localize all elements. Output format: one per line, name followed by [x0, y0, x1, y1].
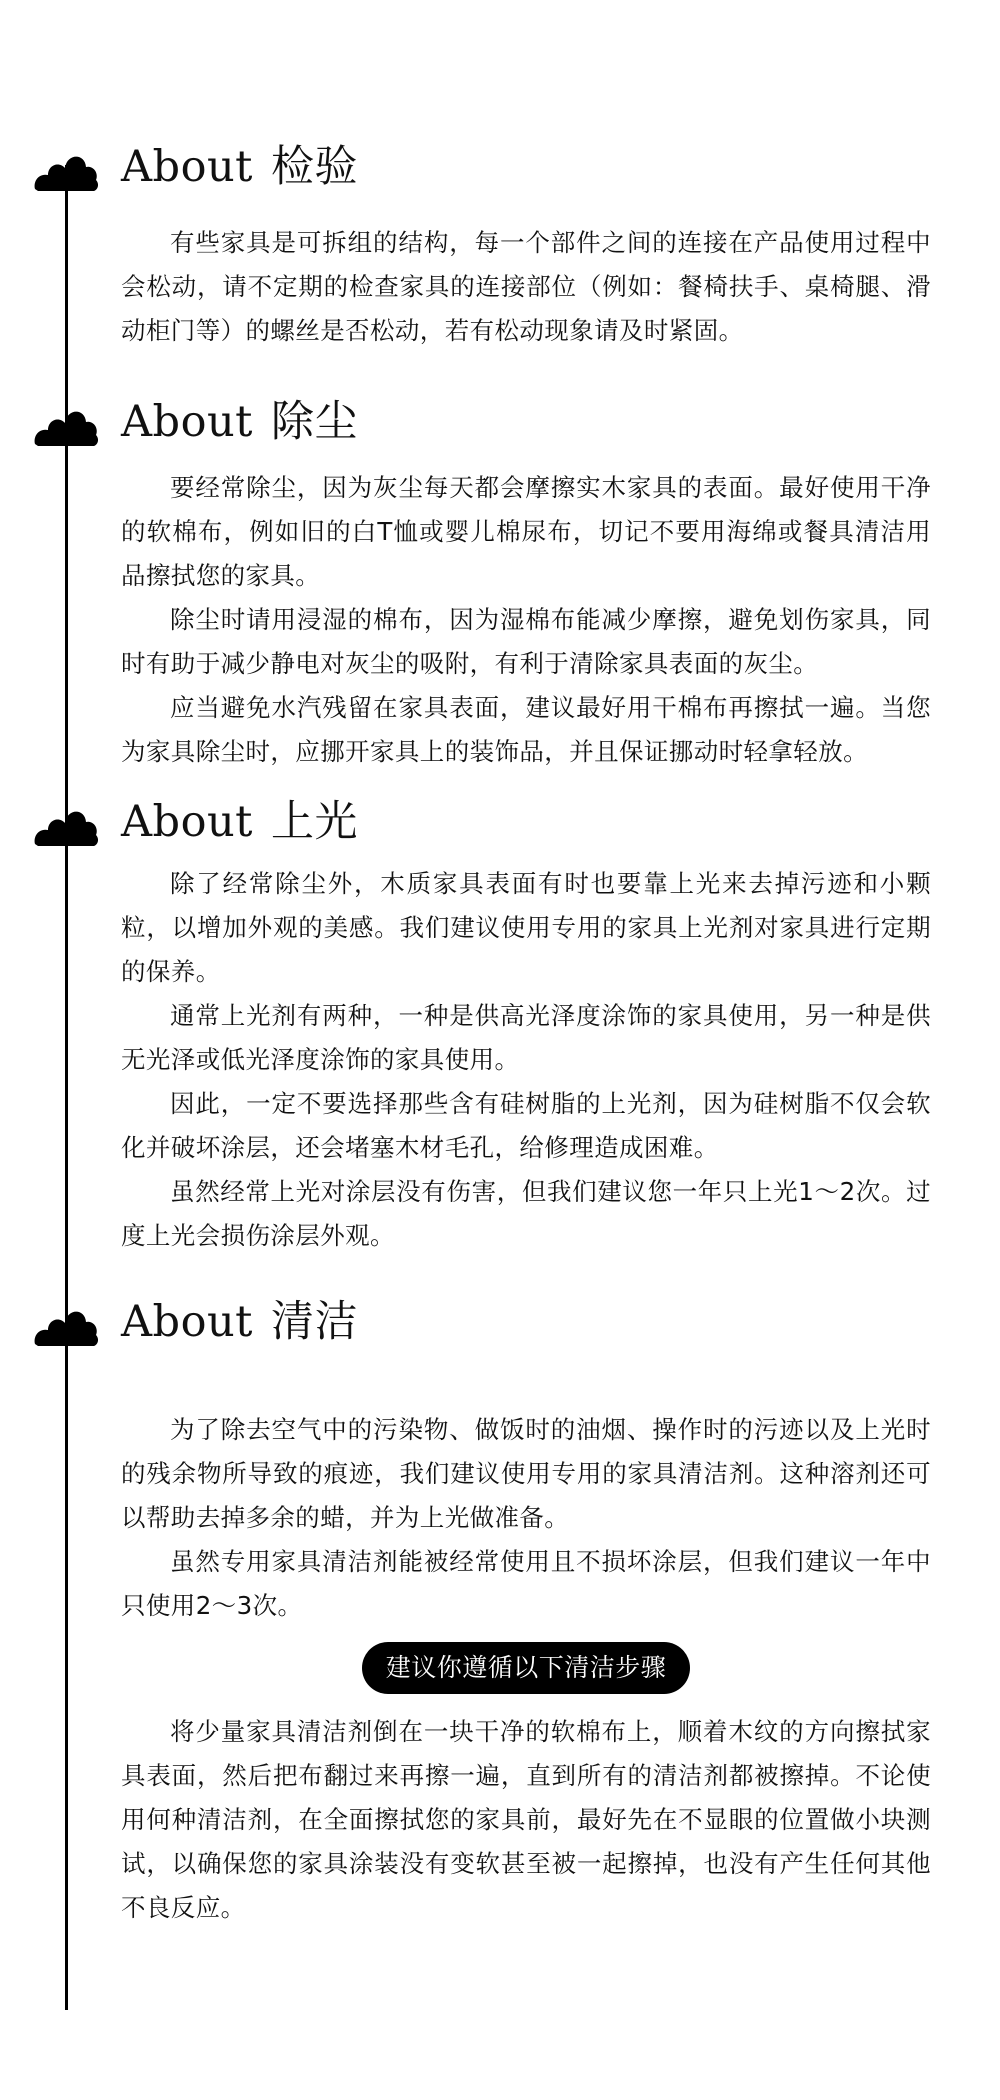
section-heading-row	[0, 135, 1000, 205]
paragraph: 虽然专用家具清洁剂能被经常使用且不损坏涂层，但我们建议一年中只使用2～3次。	[121, 1547, 931, 1620]
section-cleaning	[0, 1290, 1000, 1930]
cloud-icon	[33, 1300, 99, 1350]
cloud-icon	[33, 145, 99, 195]
paragraph: 将少量家具清洁剂倒在一块干净的软棉布上，顺着木纹的方向擦拭家具表面，然后把布翻过来再擦一遍，直到所有的清洁剂都被擦掉。不论使用何种清洁剂，在全面擦拭您的家具前，最好先在不显眼的位置做小块测试，以确保您的家具涂装没有变软甚至被一起擦掉，也没有产生任何其他不良反应。	[121, 1717, 931, 1922]
paragraph: 除了经常除尘外，木质家具表面有时也要靠上光来去掉污迹和小颗粒，以增加外观的美感。我们建议使用专用的家具上光剂对家具进行定期的保养。	[121, 869, 931, 986]
paragraph: 除尘时请用浸湿的棉布，因为湿棉布能减少摩擦，避免划伤家具，同时有助于减少静电对灰尘的吸附，有利于清除家具表面的灰尘。	[121, 605, 931, 678]
section-heading-row	[0, 1290, 1000, 1360]
section-dusting	[0, 390, 1000, 774]
section-title: About 清洁	[121, 1297, 358, 1347]
cloud-icon	[33, 400, 99, 450]
section-title: About 除尘	[121, 397, 358, 447]
section-heading-row	[0, 390, 1000, 460]
section-inspection	[0, 135, 1000, 353]
paragraph: 通常上光剂有两种，一种是供高光泽度涂饰的家具使用，另一种是供无光泽或低光泽度涂饰的家具使用。	[121, 1001, 931, 1074]
paragraph: 因此，一定不要选择那些含有硅树脂的上光剂，因为硅树脂不仅会软化并破坏涂层，还会堵塞木材毛孔，给修理造成困难。	[121, 1089, 931, 1162]
section-polishing	[0, 790, 1000, 1258]
section-body	[121, 1408, 931, 1930]
paragraph: 应当避免水汽残留在家具表面，建议最好用干棉布再擦拭一遍。当您为家具除尘时，应挪开家具上的装饰品，并且保证挪动时轻拿轻放。	[121, 693, 931, 766]
steps-pill-label: 建议你遵循以下清洁步骤	[362, 1642, 691, 1694]
cloud-icon	[33, 800, 99, 850]
paragraph: 为了除去空气中的污染物、做饭时的油烟、操作时的污迹以及上光时的残余物所导致的痕迹，我们建议使用专用的家具清洁剂。这种溶剂还可以帮助去掉多余的蜡，并为上光做准备。	[121, 1415, 931, 1532]
section-title: About 检验	[121, 142, 358, 192]
paragraph: 有些家具是可拆组的结构，每一个部件之间的连接在产品使用过程中会松动，请不定期的检查家具的连接部位（例如：餐椅扶手、桌椅腿、滑动柜门等）的螺丝是否松动，若有松动现象请及时紧固。	[121, 228, 931, 345]
paragraph: 虽然经常上光对涂层没有伤害，但我们建议您一年只上光1～2次。过度上光会损伤涂层外观。	[121, 1177, 931, 1250]
section-body	[121, 862, 931, 1258]
steps-callout	[121, 1642, 931, 1694]
section-body	[121, 466, 931, 774]
paragraph: 要经常除尘，因为灰尘每天都会摩擦实木家具的表面。最好使用干净的软棉布，例如旧的白T恤或婴儿棉尿布，切记不要用海绵或餐具清洁用品擦拭您的家具。	[121, 473, 931, 590]
section-heading-row	[0, 790, 1000, 860]
section-title: About 上光	[121, 797, 358, 847]
section-body	[121, 221, 931, 353]
